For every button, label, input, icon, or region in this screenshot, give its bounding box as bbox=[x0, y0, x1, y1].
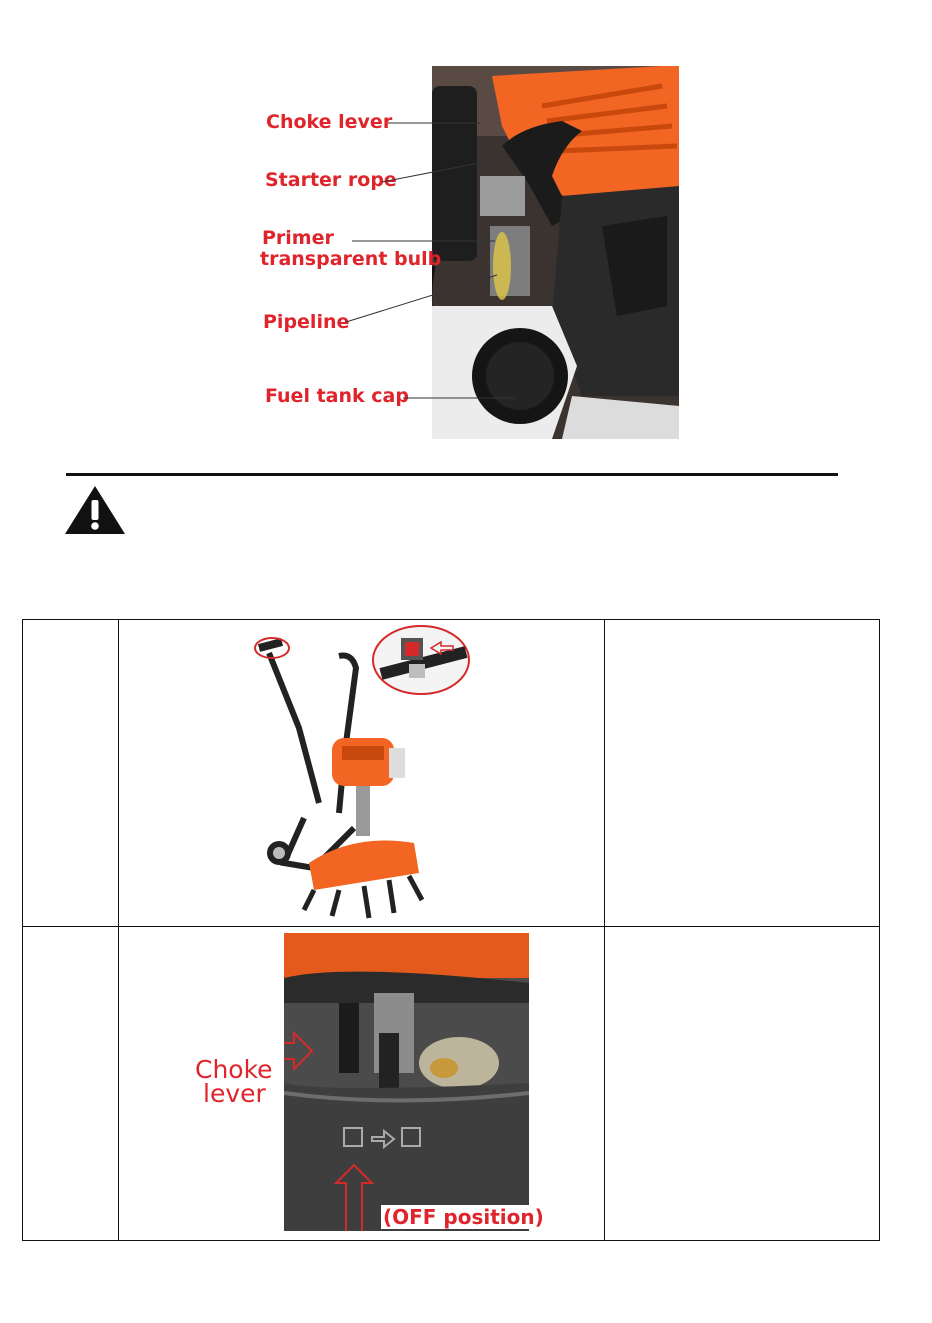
switch-inset-photo bbox=[371, 624, 471, 696]
photo-cell bbox=[119, 927, 605, 1241]
choke-label-line1: Choke bbox=[195, 1055, 273, 1084]
table-row bbox=[23, 620, 880, 927]
fuel-tank-cap-callout: Fuel tank cap bbox=[265, 385, 409, 407]
choke-lever-callout: Choke lever bbox=[266, 111, 393, 133]
step-number-cell bbox=[23, 620, 119, 927]
pipeline-callout: Pipeline bbox=[263, 311, 350, 333]
callout-leader-lines bbox=[0, 0, 932, 460]
instruction-cell bbox=[605, 620, 880, 927]
steps-table bbox=[22, 619, 880, 1241]
table-row bbox=[23, 927, 880, 1241]
warning-triangle-icon bbox=[63, 484, 127, 536]
photo-cell bbox=[119, 620, 605, 927]
choke-label-line2: lever bbox=[203, 1079, 266, 1108]
primer-callout-line1: Primer bbox=[262, 227, 334, 249]
step-number-cell bbox=[23, 927, 119, 1241]
section-divider bbox=[66, 473, 838, 476]
starter-rope-callout: Starter rope bbox=[265, 169, 397, 191]
instruction-cell bbox=[605, 927, 880, 1241]
primer-callout-line2: transparent bulb bbox=[260, 248, 442, 270]
choke-closeup-photo bbox=[284, 933, 529, 1231]
off-position-label: (OFF position) bbox=[383, 1205, 544, 1229]
